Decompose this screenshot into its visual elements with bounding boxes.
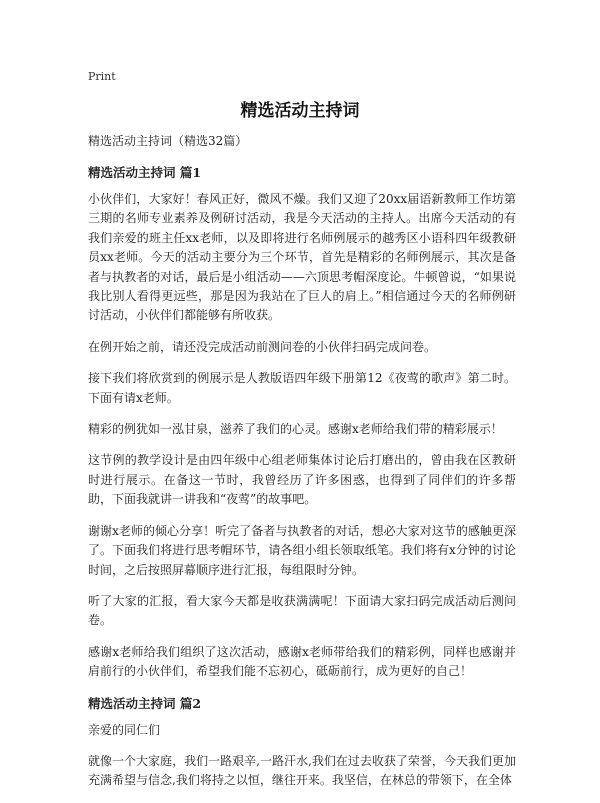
section-2 bbox=[88, 694, 516, 791]
paragraph: 接下我们将欣赏到的例展示是人教版语四年级下册第12《夜莺的歌声》第二时。下面有请x老师。 bbox=[88, 371, 516, 405]
paragraph: 精彩的例犹如一泓甘泉，滋养了我们的心灵。感谢x老师给我们带的精彩展示！ bbox=[88, 422, 503, 437]
document-title: 精选活动主持词 bbox=[240, 101, 360, 121]
document-body bbox=[88, 132, 516, 803]
document-subtitle: 精选活动主持词（精选32篇） bbox=[88, 134, 248, 148]
paragraph: 亲爱的同仁们 bbox=[88, 722, 161, 737]
section-1 bbox=[88, 163, 516, 682]
section-heading: 精选活动主持词 篇1 bbox=[88, 165, 202, 180]
paragraph: 谢谢x老师的倾心分享！听完了备者与执教者的对话，想必大家对这节的感触更深了。下面我们将进行思考帽环节，请各组小组长领取纸笔。我们将有x分钟的讨论时间，之后按照屏幕顺序进行汇报，每组限时分钟。 bbox=[88, 523, 516, 577]
print-label: Print bbox=[88, 70, 116, 83]
paragraph: 在例开始之前，请还没完成活动前测问卷的小伙伴扫码完成问卷。 bbox=[88, 339, 437, 354]
paragraph: 小伙伴们，大家好！春风正好，微风不燥。我们又迎了20xx届语新教师工作坊第三期的名师专业素养及例研讨活动，我是今天活动的主持人。出席今天活动的有我们亲爱的班主任xx老师，以及即将进行名师例展示的越秀区小语科四年级教研员xx老师。今天的活动主要分为三个环节，首先是精彩的名师例展示，其次是备者与执教者的对话，最后是小组活动——六顶思考帽深度论。牛顿曾说，“如果说我比别人看得更远些，那是因为我站在了巨人的肩上。”相信通过今天的名师例研讨活动，小伙伴们都能够有所收获。 bbox=[88, 192, 516, 323]
paragraph: 就像一个大家庭，我们一路艰辛,一路汗水,我们在过去收获了荣誉，今天我们更加充满希望与信念,我们将持之以恒，继往开来。我坚信，在林总的带领下，在全体 bbox=[88, 753, 516, 788]
paragraph: 这节例的教学设计是由四年级中心组老师集体讨论后打磨出的，曾由我在区教研时进行展示。在备这一节时，我曾经历了许多困惑，也得到了同伴们的许多帮助，下面我就讲一讲我和“夜莺”的故事吧。 bbox=[88, 453, 516, 507]
section-heading: 精选活动主持词 篇2 bbox=[88, 695, 202, 711]
paragraph: 感谢x老师给我们组织了这次活动，感谢x老师带给我们的精彩例，同样也感谢并肩前行的小伙伴们，希望我们能不忘初心，砥砺前行，成为更好的自己！ bbox=[88, 644, 516, 679]
paragraph: 听了大家的汇报，看大家今天都是收获满满呢！下面请大家扫码完成活动后测问卷。 bbox=[88, 593, 516, 628]
